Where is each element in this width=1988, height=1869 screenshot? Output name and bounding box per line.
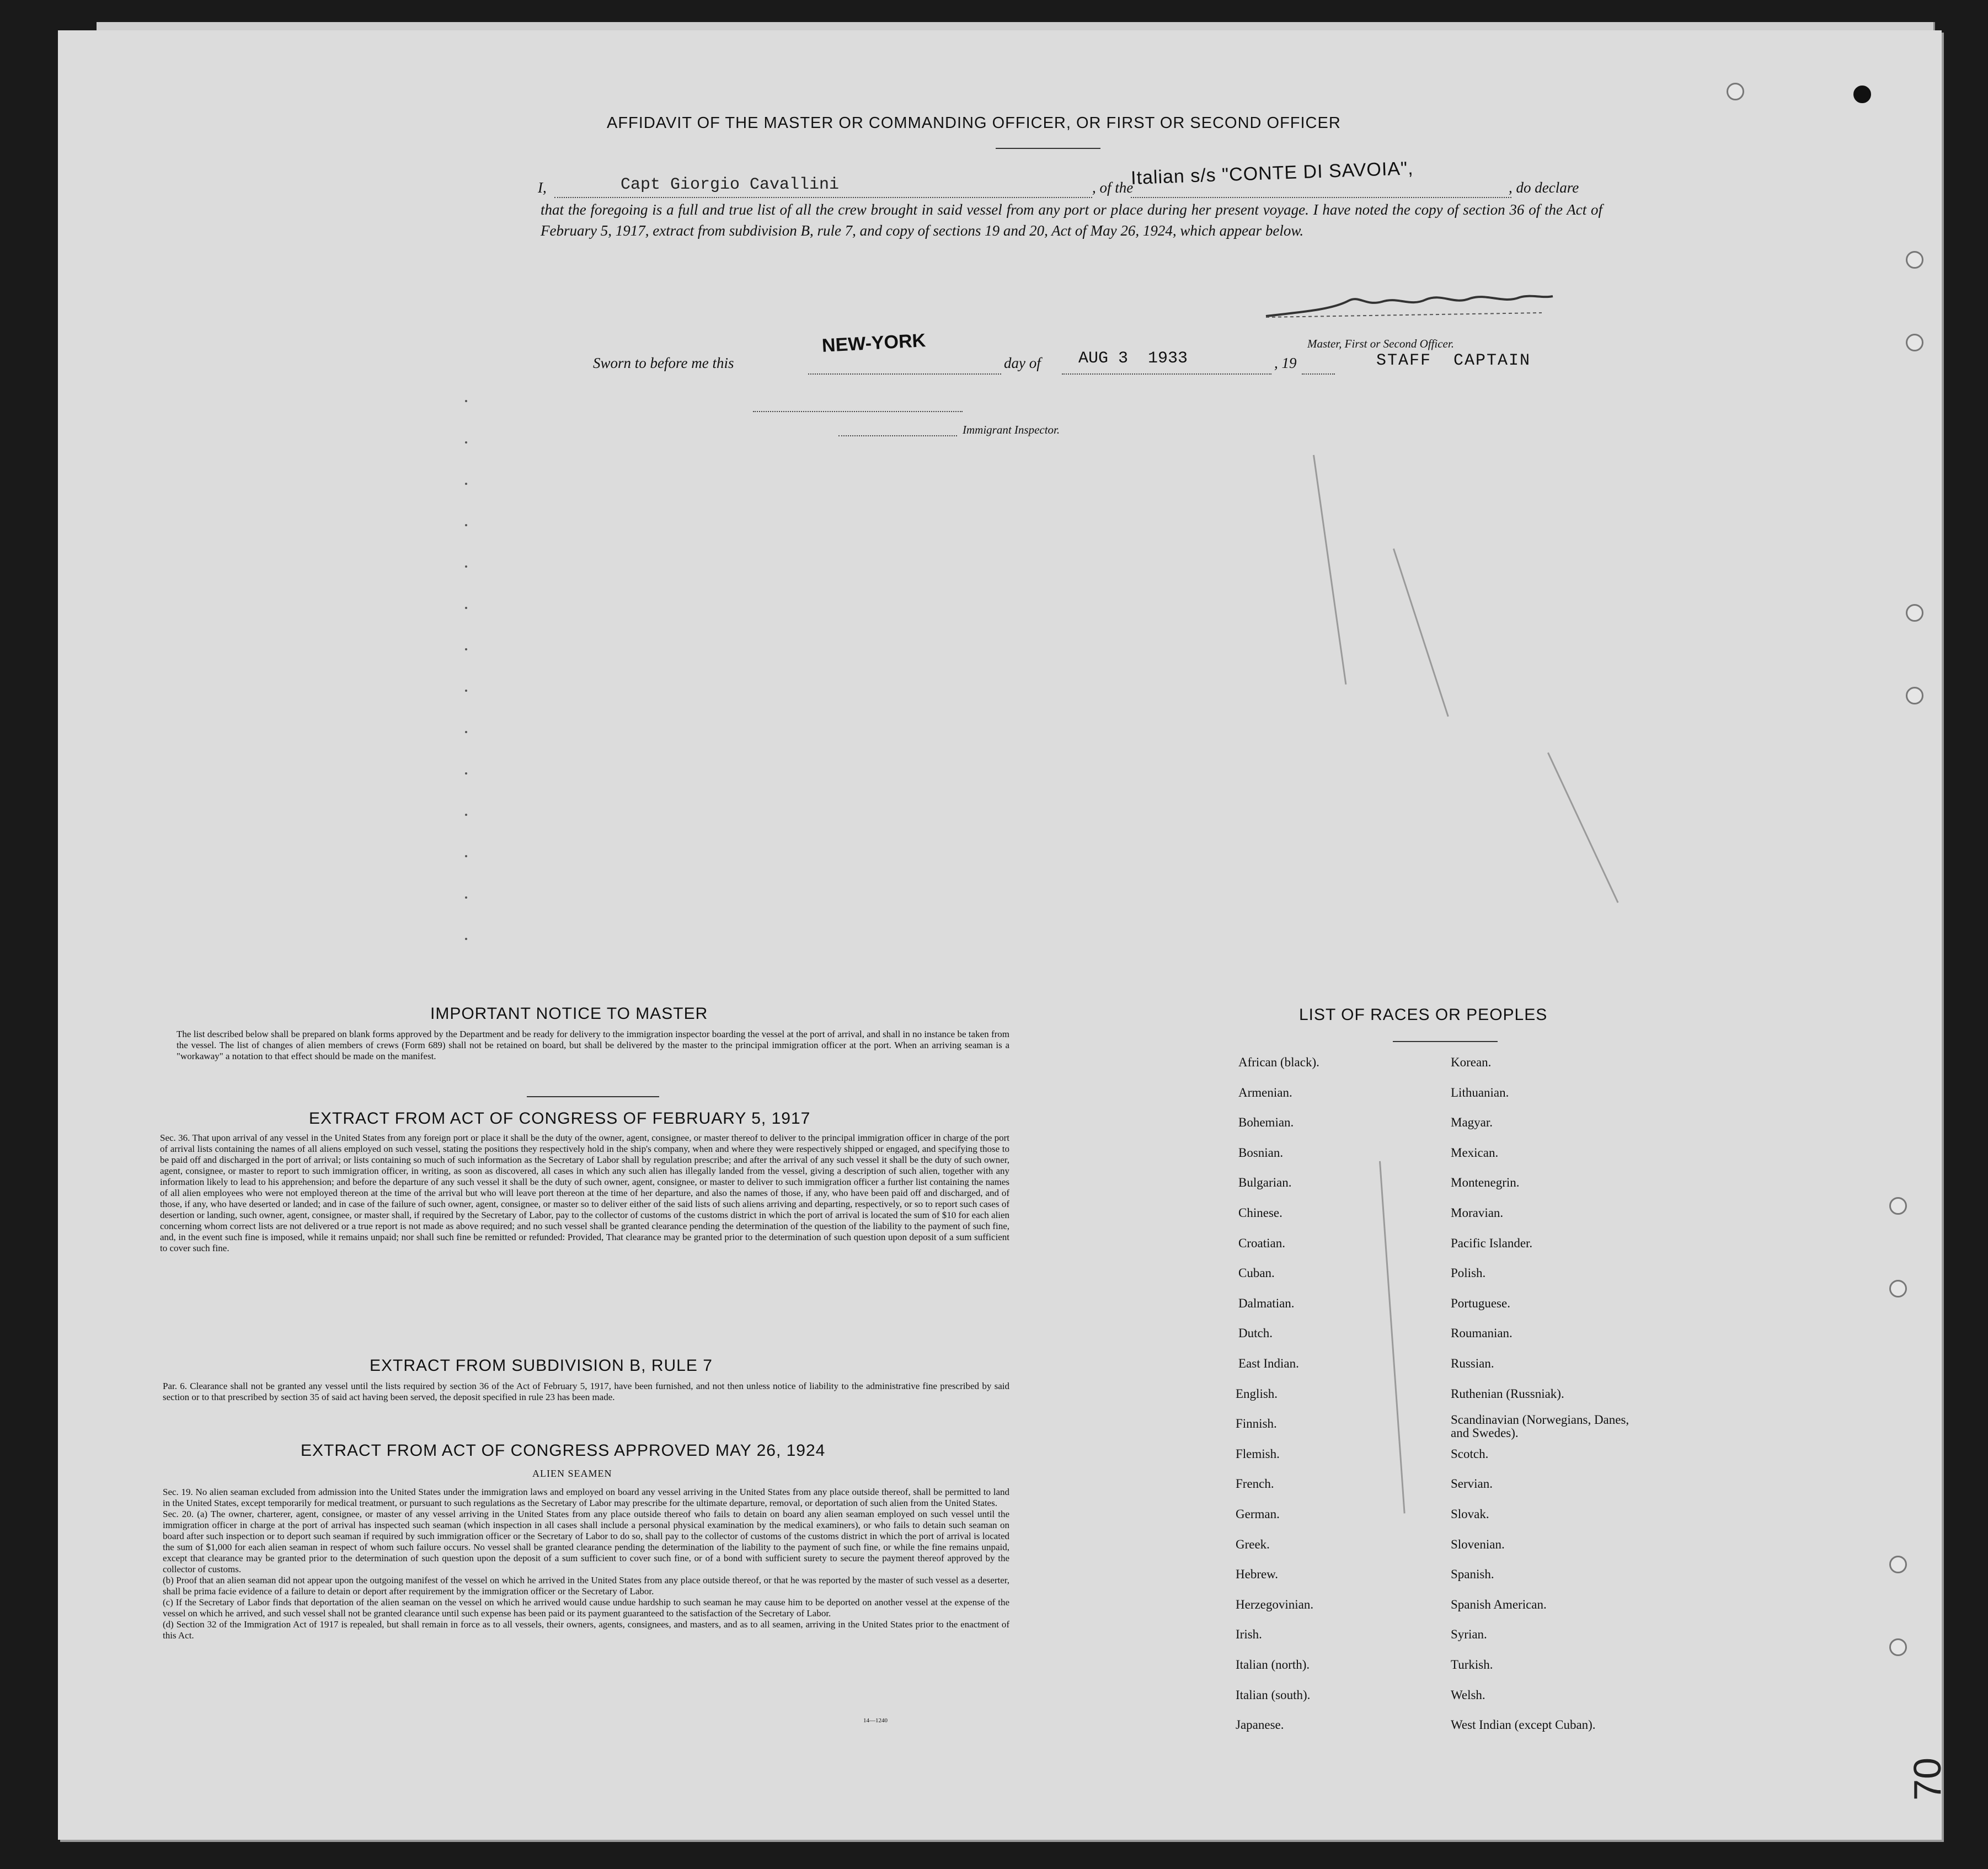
- binder-hole: [1889, 1638, 1907, 1656]
- pencil-mark: [1547, 752, 1619, 903]
- binder-hole: [1906, 687, 1923, 704]
- binder-hole: [1889, 1556, 1907, 1573]
- race-item: Servian.: [1451, 1477, 1493, 1491]
- binder-hole: [1889, 1280, 1907, 1297]
- race-item: Scandinavian (Norwegians, Danes, and Swedes).: [1451, 1413, 1629, 1440]
- race-item: Hebrew.: [1236, 1567, 1279, 1582]
- race-item: Moravian.: [1451, 1206, 1504, 1220]
- margin-dot: [465, 483, 467, 485]
- vessel-line: [1131, 197, 1511, 198]
- inspector-caption: Immigrant Inspector.: [963, 423, 1060, 436]
- sworn-prefix: Sworn to before me this: [593, 355, 734, 371]
- race-item: Polish.: [1451, 1266, 1486, 1280]
- affidavit-line1-prefix: I,: [538, 179, 547, 196]
- extract-1924-title: EXTRACT FROM ACT OF CONGRESS APPROVED MAY 26, 1924: [301, 1441, 826, 1460]
- title-rule: [996, 148, 1100, 149]
- race-item: Turkish.: [1451, 1658, 1493, 1672]
- pencil-mark: [1313, 455, 1346, 685]
- extract-1917-text: Sec. 36. That upon arrival of any vessel in the United States from any foreign port or place it shall be the duty of the owner, agent, consignee, or master thereof to deliver to the principal immigration officer in charge of the port of arrival lists containing the names of all aliens employed on such vessel, stating the positions they respectively hold in the ship's company, when and where they were respectively shipped or engaged, and specifying those to be paid off and discharged in the port of arrival; or lists containing so much of such information as the Secretary of Labor shall by regulation prescribe; and after the arrival of any such vessel it shall be the duty of such owner, agent, consignee, or master to report to such immigration officer, in writing, as soon as discovered, all cases in which any such alien has illegally landed from the vessel, giving a description of such alien, together with any information likely to lead to his apprehension; and before the departure of any such vessel it shall be the duty of such owner, agent, consignee, or master to deliver to such immigration officer a further list containing the names of all alien employees who were not employed thereon at the time of the arrival but who will leave port thereon at the time of her departure, and also the names of those, if any, who have been paid off and discharged, and of those, if any, who have deserted or landed; and in case of the failure of such owner, agent, consignee, or master so to deliver either of the said lists of such aliens arriving and departing, respectively, or so to report such cases of desertion or landing, such owner, agent, consignee, or master shall, if required by the Secretary of Labor, pay to the collector of customs of the customs district in which the port of arrival is located the sum of $10 for each alien concerning whom correct lists are not delivered or a true report is not made as above required; and no such vessel shall be granted clearance pending the determination of the question of the liability to the payment of such fine, and, in the event such fine is imposed, while it remains unpaid; nor shall such fine be remitted or refunded: Provided, That clearance may be granted prior to the determination of such question upon deposit of a sum sufficient to cover such fine.: [160, 1133, 1009, 1253]
- margin-dot: [465, 772, 467, 775]
- extract-1924-subtitle: ALIEN SEAMEN: [532, 1468, 612, 1479]
- race-item: Mexican.: [1451, 1145, 1499, 1160]
- race-item: African (black).: [1238, 1055, 1319, 1069]
- race-item: Dutch.: [1238, 1326, 1273, 1341]
- binder-hole: [1727, 83, 1744, 100]
- race-item: Syrian.: [1451, 1627, 1487, 1642]
- race-item: Pacific Islander.: [1451, 1236, 1533, 1250]
- race-item: Slovak.: [1451, 1507, 1489, 1521]
- binder-hole: [1906, 334, 1923, 351]
- of-the-label: , of the: [1092, 179, 1134, 196]
- race-item: Korean.: [1451, 1055, 1492, 1069]
- race-item: Scotch.: [1451, 1446, 1489, 1461]
- document-sheet: [58, 30, 1949, 1840]
- section-20b-text: (b) Proof that an alien seaman did not appear upon the outgoing manifest of the vessel on which he arrived in the United States from any place outside thereof, or that he was reported by the master of such vessel as a deserter, shall be prima facie evidence of a failure to detain or deport after requirement by the immigration officer or the Secretary of Labor.: [163, 1575, 1009, 1596]
- notice-title: IMPORTANT NOTICE TO MASTER: [430, 1005, 708, 1023]
- inspector-line-lower: [838, 435, 957, 436]
- race-item: German.: [1236, 1507, 1280, 1521]
- race-item: Armenian.: [1238, 1085, 1292, 1099]
- race-item: Bosnian.: [1238, 1145, 1284, 1160]
- extract-1924-body: [163, 1487, 1009, 1641]
- extract-1917-title: EXTRACT FROM ACT OF CONGRESS OF FEBRUARY 5, 1917: [309, 1109, 811, 1128]
- race-item: Irish.: [1236, 1627, 1262, 1642]
- race-item: Bohemian.: [1238, 1115, 1294, 1130]
- race-item: English.: [1236, 1386, 1278, 1401]
- pencil-mark: [1379, 1161, 1406, 1514]
- extract-rule7-text: Par. 6. Clearance shall not be granted any vessel until the lists required by section 36 of the Act of February 5, 1917, have been furnished, and not then unless notice of liability to the administrative fine prescribed by said section or to that prescribed by section 35 of said act having been served, the deposit specified in rule 23 has been made.: [163, 1381, 1009, 1402]
- year-prefix: , 19: [1274, 355, 1297, 371]
- affidavit-title: AFFIDAVIT OF THE MASTER OR COMMANDING OFFICER, OR FIRST OR SECOND OFFICER: [607, 114, 1341, 132]
- margin-dot: [465, 731, 467, 733]
- binder-hole: [1889, 1197, 1907, 1215]
- race-item: Finnish.: [1236, 1417, 1277, 1431]
- race-item: Portuguese.: [1451, 1296, 1510, 1310]
- affidavit-body: that the foregoing is a full and true list of all the crew brought in said vessel from any port or place during her present voyage. I have noted the copy of section 36 of the Act of February 5, 1917, extract from subdivision B, rule 7, and copy of sections 19 and 20, Act of May 26, 1924, which appear below.: [541, 201, 1602, 239]
- race-item: French.: [1236, 1477, 1274, 1491]
- margin-dot: [465, 855, 467, 857]
- master-name-field: Capt Giorgio Cavallini: [621, 175, 840, 194]
- vessel-name-field: Italian s/s "CONTE DI SAVOIA",: [1130, 158, 1414, 189]
- margin-dot: [465, 938, 467, 940]
- extract-rule7-title: EXTRACT FROM SUBDIVISION B, RULE 7: [370, 1357, 713, 1375]
- inspector-line-upper: [753, 411, 963, 412]
- margin-dot: [465, 648, 467, 650]
- section-20d-text: (d) Section 32 of the Immigration Act of 1917 is repealed, but shall remain in force as to all vessels, their owners, agents, consignees, and masters, and as to all seamen, arriving in the United States prior to the enactment of this Act.: [163, 1619, 1009, 1641]
- binder-hole: [1853, 86, 1871, 103]
- rank-field: STAFF CAPTAIN: [1376, 351, 1531, 370]
- page-number: 70: [1905, 1758, 1949, 1801]
- races-title: LIST OF RACES OR PEOPLES: [1299, 1006, 1548, 1024]
- race-item: East Indian.: [1238, 1357, 1299, 1370]
- race-item: Bulgarian.: [1238, 1176, 1292, 1190]
- place-field: NEW-YORK: [821, 330, 927, 356]
- section-19-text: Sec. 19. No alien seaman excluded from admission into the United States under the immigration laws and employed on board any vessel arriving in the United States from any place outside thereof, shall be permitted to land in the United States, except temporarily for medical treatment, or pursuant to such regulations as the Secretary of Labor may prescribe for the ultimate departure, removal, or deportation of such alien from the United States.: [163, 1487, 1009, 1508]
- race-item: Slovenian.: [1451, 1537, 1505, 1551]
- race-item: Ruthenian (Russniak).: [1451, 1386, 1564, 1401]
- race-item: Spanish American.: [1451, 1597, 1547, 1611]
- notice-rule: [527, 1096, 659, 1097]
- race-item: Herzegovinian.: [1236, 1597, 1314, 1611]
- race-item: Lithuanian.: [1451, 1085, 1509, 1099]
- race-item: Chinese.: [1238, 1206, 1282, 1220]
- signature-icon: [1255, 290, 1564, 323]
- section-20a-text: Sec. 20. (a) The owner, charterer, agent, consignee, or master of any vessel arriving in the United States from any place outside thereof who fails to detain on board any alien seaman employed on such vessel until the immigration officer in charge at the port of arrival has inspected such seaman (which inspection in all cases shall include a personal physical examination by the medical examiners), or who fails to detain such seaman on board after such inspection or to deport such seaman if required by such immigration officer or the Secretary of Labor to do so, shall pay to the collector of customs of the customs district in which the port of arrival is located the sum of $1,000 for each alien seaman in respect of whom such failure occurs. No vessel shall be granted clearance pending the determination of the liability to the payment of such fine, or while the fine remains unpaid, except that clearance may be granted prior to the determination of such question upon the deposit of a sum sufficient to cover such fine, or of a bond with sufficient surety to secure the payment thereof approved by the collector of customs.: [163, 1509, 1009, 1574]
- date-field: AUG 3 1933: [1078, 349, 1188, 368]
- margin-dot: [465, 524, 467, 526]
- race-item: Dalmatian.: [1238, 1296, 1295, 1310]
- margin-dot: [465, 690, 467, 692]
- race-item: Japanese.: [1236, 1718, 1284, 1732]
- race-item: Magyar.: [1451, 1115, 1493, 1130]
- day-of-label: day of: [1004, 355, 1041, 371]
- margin-dot: [465, 607, 467, 609]
- signature-scrawl: [1255, 290, 1564, 323]
- pencil-mark: [1393, 548, 1449, 717]
- signature-caption: Master, First or Second Officer.: [1307, 337, 1454, 350]
- race-item: Russian.: [1451, 1357, 1494, 1370]
- race-item: Spanish.: [1451, 1567, 1494, 1582]
- margin-dot: [465, 896, 467, 899]
- master-name-line: [554, 197, 1092, 198]
- race-item: Welsh.: [1451, 1688, 1485, 1702]
- race-item: Roumanian.: [1451, 1326, 1513, 1341]
- margin-dot: [465, 400, 467, 402]
- section-20c-text: (c) If the Secretary of Labor finds that deportation of the alien seaman on the vessel on which he arrived would cause undue hardship to such seaman he may cause him to be deported on another vessel at the expense of the vessel on which he arrived, and such vessel shall not be granted clearance until such expense has been paid or its payment guaranteed to the satisfaction of the Secretary of Labor.: [163, 1597, 1009, 1619]
- year-line: [1302, 373, 1335, 375]
- form-number: 14—1240: [863, 1717, 888, 1724]
- race-item: Cuban.: [1238, 1266, 1275, 1280]
- race-item: West Indian (except Cuban).: [1451, 1718, 1596, 1732]
- binder-hole: [1906, 604, 1923, 622]
- margin-dot: [465, 814, 467, 816]
- race-item: Greek.: [1236, 1537, 1270, 1551]
- margin-dot: [465, 441, 467, 444]
- place-line: [808, 373, 1001, 375]
- date-line: [1062, 373, 1271, 375]
- notice-text: The list described below shall be prepared on blank forms approved by the Department and be ready for delivery to the immigration inspector boarding the vessel at the port of arrival, and shall in no instance be taken from the vessel. The list of changes of alien members of crews (Form 689) shall not be retained on board, but shall be delivered by the master to the principal immigration officer at the port. When an arriving seaman is a "workaway" a notation to that effect should be made on the manifest.: [177, 1029, 1009, 1061]
- do-declare-label: , do declare: [1509, 179, 1579, 196]
- race-item: Italian (south).: [1236, 1688, 1311, 1702]
- race-item: Croatian.: [1238, 1236, 1285, 1250]
- race-item: Italian (north).: [1236, 1658, 1310, 1672]
- race-item: Flemish.: [1236, 1446, 1280, 1461]
- margin-dot: [465, 565, 467, 568]
- race-item: Montenegrin.: [1451, 1176, 1520, 1190]
- binder-hole: [1906, 251, 1923, 269]
- races-rule: [1393, 1041, 1498, 1042]
